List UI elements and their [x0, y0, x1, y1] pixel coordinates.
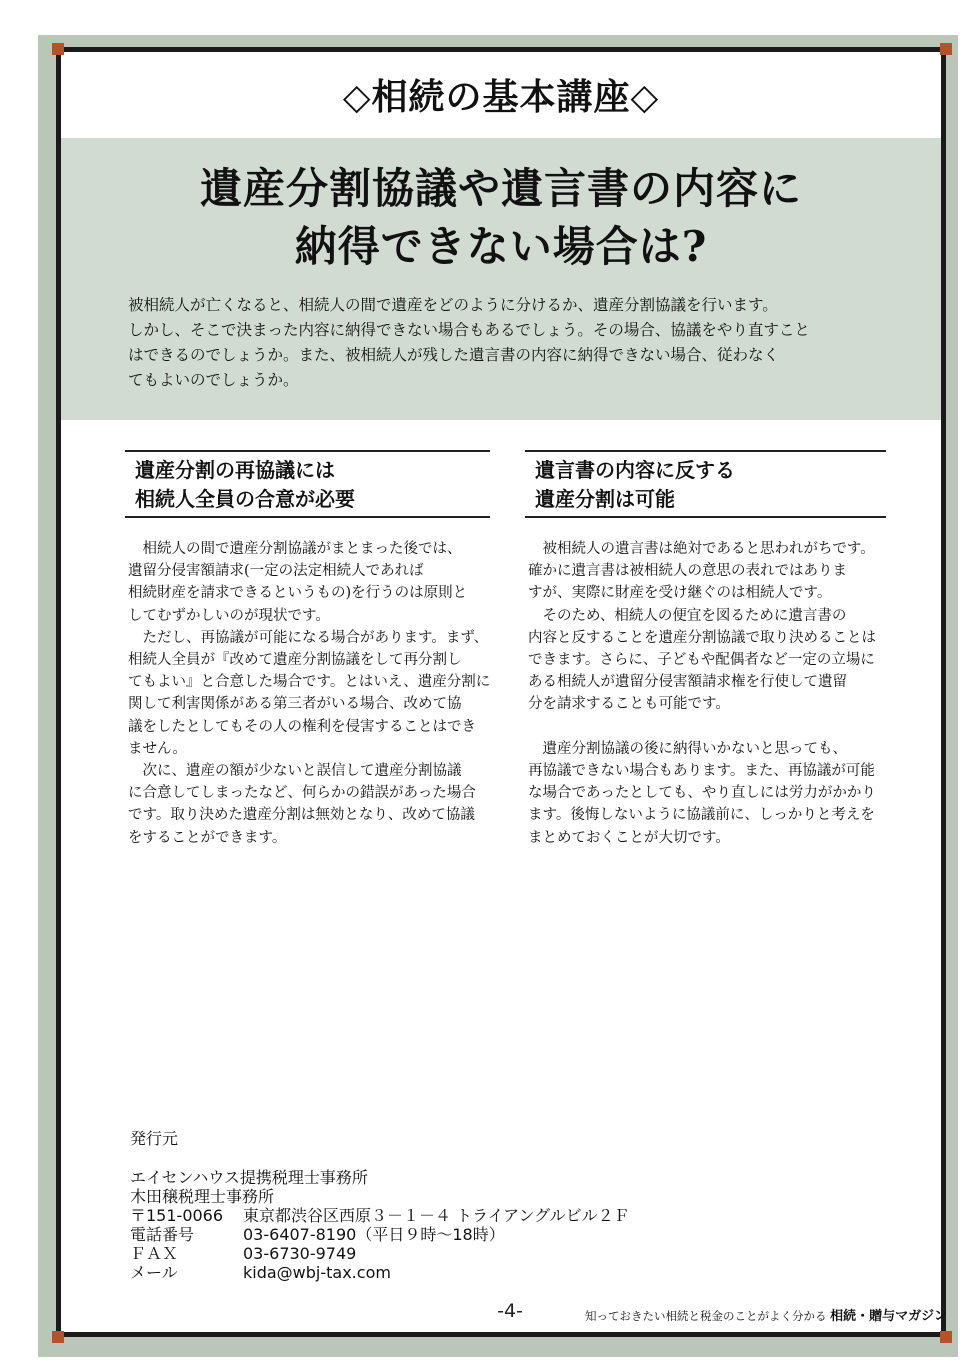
mail-label: メール — [130, 1263, 178, 1282]
footer-tagline — [585, 1305, 947, 1324]
body-line: ます。後悔しないように協議前に、しっかりと考えを — [528, 807, 875, 824]
body-line: な場合であったとしても、やり直しには労力がかかり — [528, 785, 876, 802]
office-name: 木田穣税理士事務所 — [130, 1187, 275, 1206]
fax-row — [130, 1244, 630, 1263]
address-row — [130, 1206, 630, 1225]
phone-label: 電話番号 — [130, 1225, 195, 1244]
publisher-label: 発行元 — [130, 1129, 179, 1148]
body-line: 議をしたとしてもその人の権利を侵害することはでき — [128, 718, 476, 735]
corner-accent — [52, 1331, 64, 1343]
body-line: 内容と反することを遺産分割協議で取り決めることは — [528, 629, 876, 646]
section-heading-left — [125, 450, 490, 518]
body-line: 次に、遺産の額が少ないと誤信して遺産分割協議 — [128, 763, 462, 780]
fax-number: 03-6730-9749 — [243, 1244, 357, 1263]
body-line: まとめておくことが大切です。 — [528, 829, 730, 846]
body-line: ただし、再協議が可能になる場合があります。まず、 — [128, 629, 489, 646]
lead-line: てもよいのでしょうか。 — [128, 371, 299, 389]
body-line: 分を請求することも可能です。 — [528, 696, 730, 713]
body-line: そのため、相続人の便宜を図るために遺言書の — [528, 607, 847, 624]
email-address: kida@wbj-tax.com — [243, 1263, 391, 1282]
body-line: ません。 — [128, 740, 187, 757]
headline-line: 遺産分割協議や遺言書の内容に — [199, 164, 802, 213]
paragraph-gap — [528, 716, 893, 738]
lead-line: はできるのでしょうか。また、被相続人が残した遺言書の内容に納得できない場合、従わなく — [128, 346, 780, 364]
body-line: 再協議できない場合もあります。また、再協議が可能 — [528, 763, 875, 780]
lead-line: しかし、そこで決まった内容に納得できない場合もあるでしょう。その場合、協議をやり直すこと — [128, 321, 810, 339]
section-heading-line: 遺産分割の再協議には — [135, 458, 335, 482]
section-body-left — [128, 538, 493, 849]
body-line: です。取り決めた遺産分割は無効となり、改めて協議 — [128, 807, 475, 824]
body-line: 相続人の間で遺産分割協議がまとまった後では、 — [128, 541, 462, 557]
address: 東京都渋谷区西原３－１－４ トライアングルビル２Ｆ — [243, 1206, 630, 1225]
fax-label: ＦＡＸ — [130, 1244, 179, 1263]
lead-line: 被相続人が亡くなると、相続人の間で遺産をどのように分けるか、遺産分割協議を行います。 — [128, 296, 778, 314]
section-heading-line: 相続人全員の合意が必要 — [135, 487, 355, 511]
corner-accent — [52, 43, 64, 55]
body-line: 関して利害関係がある第三者がいる場合、改めて協 — [128, 696, 462, 713]
body-line: できます。さらに、子どもや配偶者など一定の立場に — [528, 652, 875, 669]
publisher-info — [130, 1129, 630, 1282]
office-name: エイセンハウス提携税理士事務所 — [130, 1168, 368, 1187]
body-line: 相続財産を請求できるというもの)を行うのは原則と — [128, 585, 468, 602]
postal-code: 〒151-0066 — [130, 1206, 224, 1225]
body-line: すが、実際に財産を受け継ぐのは相続人です。 — [528, 585, 832, 602]
body-line: をすることができます。 — [128, 829, 287, 846]
mail-row — [130, 1263, 630, 1282]
lead-paragraph — [128, 293, 908, 393]
corner-accent — [940, 1331, 952, 1343]
body-line: に合意してしまったなど、何らかの錯誤があった場合 — [128, 785, 476, 802]
section-heading-line: 遺産分割は可能 — [535, 487, 675, 511]
phone-number: 03-6407-8190（平日９時～18時） — [243, 1225, 505, 1244]
body-line: 被相続人の遺言書は絶対であると思われがちです。 — [528, 541, 875, 557]
section-heading-right — [525, 450, 886, 518]
article-headline — [61, 160, 941, 276]
page-number: -4- — [497, 1300, 523, 1322]
body-line: 遺産分割協議の後に納得いかないと思っても、 — [528, 740, 847, 757]
section-body-right — [528, 538, 893, 849]
corner-accent — [940, 43, 952, 55]
phone-row — [130, 1225, 630, 1244]
section-heading-line: 遺言書の内容に反する — [535, 458, 735, 482]
body-line: 遺留分侵害額請求(一定の法定相続人であれば — [128, 563, 424, 580]
body-line: ある相続人が遺留分侵害額請求権を行使して遺留 — [528, 674, 847, 691]
headline-line: 納得できない場合は? — [294, 222, 708, 271]
body-line: してむずかしいのが現状です。 — [128, 607, 330, 624]
magazine-name: 相続・贈与マガジン — [830, 1309, 947, 1324]
body-line: 相続人全員が『改めて遺産分割協議をして再分割し — [128, 652, 462, 669]
body-line: てもよい』と合意した場合です。とはいえ、遺産分割に — [128, 674, 491, 691]
series-title: ◇相続の基本講座◇ — [342, 77, 660, 118]
body-line: 確かに遺言書は被相続人の意思の表れではありま — [528, 563, 847, 580]
tagline-text: 知っておきたい相続と税金のことがよく分かる — [585, 1309, 827, 1323]
